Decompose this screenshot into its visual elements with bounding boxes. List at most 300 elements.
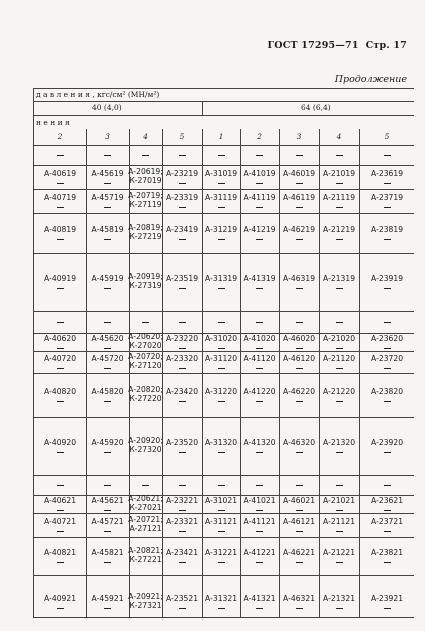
dash-mark xyxy=(256,207,263,208)
table-cell xyxy=(129,145,162,165)
dash-mark xyxy=(57,401,64,402)
dash-mark xyxy=(336,348,343,349)
standard-number: ГОСТ 17295—71 xyxy=(267,40,359,51)
cell-code: К-27220 xyxy=(129,394,162,403)
table-cell xyxy=(162,537,202,575)
cell-code: К-27320 xyxy=(129,445,162,454)
table-cell xyxy=(240,475,279,495)
table-cell xyxy=(129,513,162,537)
dash-mark xyxy=(179,562,186,563)
header-pressure-40: 40 (4,0) xyxy=(92,103,122,112)
table-row xyxy=(34,165,414,190)
table-cell xyxy=(319,311,359,333)
table-cell xyxy=(319,189,359,213)
cell-code: А-31121 xyxy=(204,517,238,527)
dash-mark xyxy=(384,531,391,532)
dash-mark xyxy=(218,452,225,453)
dash-mark xyxy=(296,207,303,208)
header-pressure: д а в л е н и я , кгс/см² (МН/м²) xyxy=(36,90,160,99)
dash-mark xyxy=(384,207,391,208)
dash-mark xyxy=(336,322,343,323)
dash-mark xyxy=(104,155,111,156)
table-cell xyxy=(162,513,202,537)
column-number: 5 xyxy=(384,132,390,141)
cell-code: А-31221 xyxy=(204,548,238,558)
cell-code: А-45720 xyxy=(91,354,124,364)
header-row-values xyxy=(34,101,414,116)
cell-code: А-31319 xyxy=(204,274,238,284)
dash-mark xyxy=(256,510,263,511)
cell-code: А-31021 xyxy=(204,496,238,506)
table-cell xyxy=(129,537,162,575)
cell-code: А-45819 xyxy=(91,225,124,235)
dash-mark xyxy=(57,207,64,208)
table-cell xyxy=(162,575,202,629)
header-standard xyxy=(268,40,408,51)
table-cell xyxy=(162,165,202,189)
dash-mark xyxy=(218,322,225,323)
cell-code: А-20821; xyxy=(128,546,163,556)
table-row xyxy=(34,537,414,576)
cell-code: К-27221 xyxy=(129,555,162,564)
column-number: 3 xyxy=(296,132,302,141)
table-cell xyxy=(129,417,162,475)
cell-code: А-27121 xyxy=(129,524,162,533)
table-cell xyxy=(279,575,319,629)
dash-mark xyxy=(142,485,149,486)
cell-code: А-41319 xyxy=(243,274,276,284)
header-pressure-64: 64 (6,4) xyxy=(301,103,331,112)
cell-code: К-27319 xyxy=(129,281,162,290)
cell-code: А-23821 xyxy=(370,548,404,558)
table-cell xyxy=(86,351,129,373)
dash-mark xyxy=(218,207,225,208)
table-cell xyxy=(129,575,162,629)
cell-code: А-23820 xyxy=(370,387,404,397)
dash-mark xyxy=(336,452,343,453)
cell-code: А-41220 xyxy=(243,387,276,397)
cell-code: А-21021 xyxy=(322,496,356,506)
dash-mark xyxy=(104,288,111,289)
table-cell xyxy=(86,165,129,189)
cell-code: А-41019 xyxy=(243,169,276,179)
dash-mark xyxy=(336,155,343,156)
table-cell xyxy=(240,333,279,351)
table-row xyxy=(34,351,414,374)
table-cell xyxy=(86,537,129,575)
column-number-row xyxy=(34,129,414,146)
dash-mark xyxy=(104,239,111,240)
cell-code: А-23619 xyxy=(370,169,404,179)
table-cell xyxy=(279,351,319,373)
cell-code: А-23920 xyxy=(370,438,404,448)
table-cell xyxy=(240,373,279,417)
table-row xyxy=(34,253,414,312)
cell-code: А-40719 xyxy=(43,193,77,203)
cell-code: А-41221 xyxy=(243,548,276,558)
table-cell xyxy=(86,495,129,513)
cell-code: А-46220 xyxy=(282,387,316,397)
table-cell xyxy=(359,311,415,333)
dash-mark xyxy=(179,183,186,184)
dash-mark xyxy=(384,452,391,453)
table-cell xyxy=(319,575,359,629)
dash-mark xyxy=(256,401,263,402)
cell-code: А-23520 xyxy=(165,438,199,448)
table-cell xyxy=(202,145,240,165)
cell-code: А-20920; xyxy=(128,436,163,446)
cell-code: А-21319 xyxy=(322,274,356,284)
cell-code: А-40720 xyxy=(43,354,77,364)
dash-mark xyxy=(384,368,391,369)
table-cell xyxy=(319,475,359,495)
table-cell xyxy=(202,373,240,417)
cell-code: К-27019 xyxy=(129,176,162,185)
dash-mark xyxy=(336,183,343,184)
cell-code: А-46319 xyxy=(282,274,316,284)
dash-mark xyxy=(336,510,343,511)
dash-mark xyxy=(296,608,303,609)
table-cell xyxy=(240,575,279,629)
dash-mark xyxy=(256,322,263,323)
dash-mark xyxy=(336,562,343,563)
cell-code: А-46119 xyxy=(282,193,316,203)
table-cell xyxy=(240,513,279,537)
table-row xyxy=(34,333,414,352)
dash-mark xyxy=(296,531,303,532)
dash-mark xyxy=(218,348,225,349)
table-cell xyxy=(202,475,240,495)
table-row xyxy=(34,373,414,418)
table-cell xyxy=(240,213,279,253)
cell-code: А-45921 xyxy=(91,594,124,604)
table-cell xyxy=(279,189,319,213)
dash-mark xyxy=(384,348,391,349)
cell-code: А-40619 xyxy=(43,169,77,179)
table-cell xyxy=(240,145,279,165)
table-cell xyxy=(162,475,202,495)
dash-mark xyxy=(104,401,111,402)
table-cell xyxy=(34,417,86,475)
cell-code: А-31019 xyxy=(204,169,238,179)
table-cell xyxy=(359,145,415,165)
table-cell xyxy=(279,145,319,165)
table-cell xyxy=(86,213,129,253)
dash-mark xyxy=(57,239,64,240)
dash-mark xyxy=(336,531,343,532)
cell-code: А-40620 xyxy=(43,334,77,344)
dash-mark xyxy=(179,155,186,156)
dash-mark xyxy=(218,368,225,369)
dash-mark xyxy=(384,562,391,563)
cell-code: А-46219 xyxy=(282,225,316,235)
dash-mark xyxy=(296,368,303,369)
cell-code: А-45821 xyxy=(91,548,124,558)
table-cell xyxy=(279,165,319,189)
table-cell xyxy=(279,253,319,311)
table-cell xyxy=(240,253,279,311)
cell-code: К-27021 xyxy=(129,503,162,512)
dash-mark xyxy=(256,562,263,563)
cell-code: А-40819 xyxy=(43,225,77,235)
table-cell xyxy=(240,165,279,189)
dash-mark xyxy=(57,531,64,532)
dash-mark xyxy=(57,608,64,609)
cell-code: А-23321 xyxy=(165,517,199,527)
table-cell xyxy=(319,537,359,575)
dash-mark xyxy=(296,348,303,349)
dash-mark xyxy=(296,562,303,563)
table-cell xyxy=(129,333,162,351)
dash-mark xyxy=(336,485,343,486)
dash-mark xyxy=(57,485,64,486)
cell-code: А-23719 xyxy=(370,193,404,203)
table-cell xyxy=(359,333,415,351)
dash-mark xyxy=(142,322,149,323)
dash-mark xyxy=(218,531,225,532)
table-cell xyxy=(202,213,240,253)
cell-code: А-40820 xyxy=(43,387,77,397)
table-row xyxy=(34,495,414,514)
cell-code: А-45820 xyxy=(91,387,124,397)
cell-code: А-41120 xyxy=(243,354,276,364)
table-cell xyxy=(129,311,162,333)
dash-mark xyxy=(256,239,263,240)
dash-mark xyxy=(179,510,186,511)
dash-mark xyxy=(104,183,111,184)
table-cell xyxy=(162,333,202,351)
dash-mark xyxy=(296,239,303,240)
table-cell xyxy=(34,513,86,537)
dash-mark xyxy=(179,452,186,453)
cell-code: К-27219 xyxy=(129,232,162,241)
dash-mark xyxy=(218,485,225,486)
table-row xyxy=(34,475,414,496)
table-cell xyxy=(129,495,162,513)
cell-code: А-23620 xyxy=(370,334,404,344)
cell-code: К-27321 xyxy=(129,601,162,610)
dash-mark xyxy=(57,452,64,453)
table-cell xyxy=(86,417,129,475)
table-cell xyxy=(279,417,319,475)
table-cell xyxy=(202,333,240,351)
dash-mark xyxy=(384,401,391,402)
cell-code: А-41119 xyxy=(243,193,276,203)
table-cell xyxy=(359,373,415,417)
dash-mark xyxy=(218,562,225,563)
dash-mark xyxy=(218,608,225,609)
cell-code: А-21019 xyxy=(322,169,356,179)
dash-mark xyxy=(296,322,303,323)
dash-mark xyxy=(256,485,263,486)
table-cell xyxy=(86,253,129,311)
table-cell xyxy=(359,213,415,253)
column-number: 2 xyxy=(57,132,63,141)
cell-code: А-20620; xyxy=(128,332,163,342)
table-cell xyxy=(319,513,359,537)
table-cell xyxy=(319,417,359,475)
table-cell xyxy=(359,351,415,373)
table-cell xyxy=(162,417,202,475)
table-cell xyxy=(86,311,129,333)
cell-code: А-46021 xyxy=(282,496,316,506)
cell-code: А-20921; xyxy=(128,592,163,602)
table-cell xyxy=(202,351,240,373)
cell-code: А-23621 xyxy=(370,496,404,506)
dash-mark xyxy=(179,485,186,486)
dash-mark xyxy=(179,531,186,532)
table-cell xyxy=(129,475,162,495)
dash-mark xyxy=(57,183,64,184)
cell-code: А-21121 xyxy=(322,517,356,527)
table-cell xyxy=(279,513,319,537)
cell-code: А-20919; xyxy=(128,272,163,282)
dash-mark xyxy=(179,401,186,402)
dash-mark xyxy=(296,288,303,289)
continuation-label: Продолжение xyxy=(334,74,407,85)
table-cell xyxy=(86,373,129,417)
dash-mark xyxy=(218,239,225,240)
table-cell xyxy=(86,145,129,165)
dash-mark xyxy=(104,510,111,511)
cell-code: А-23720 xyxy=(370,354,404,364)
table-cell xyxy=(279,495,319,513)
table-cell xyxy=(240,351,279,373)
cell-code: А-23319 xyxy=(165,193,199,203)
cell-code: А-45919 xyxy=(91,274,124,284)
table-cell xyxy=(279,311,319,333)
cell-code: А-21220 xyxy=(322,387,356,397)
table-cell xyxy=(279,333,319,351)
dash-mark xyxy=(179,348,186,349)
table-cell xyxy=(34,213,86,253)
table-cell xyxy=(162,145,202,165)
cell-code: А-21119 xyxy=(322,193,356,203)
dash-mark xyxy=(218,183,225,184)
table-cell xyxy=(34,575,86,629)
table-cell xyxy=(34,311,86,333)
dash-mark xyxy=(256,183,263,184)
table-cell xyxy=(319,495,359,513)
table-cell xyxy=(34,189,86,213)
cell-code: К-27020 xyxy=(129,341,162,350)
dash-mark xyxy=(57,510,64,511)
table-cell xyxy=(129,253,162,311)
dash-mark xyxy=(179,239,186,240)
table-row xyxy=(34,189,414,214)
cell-code: А-40621 xyxy=(43,496,77,506)
gost-table xyxy=(33,88,414,618)
dash-mark xyxy=(179,288,186,289)
table-cell xyxy=(359,575,415,629)
dash-mark xyxy=(179,608,186,609)
table-row xyxy=(34,575,414,629)
cell-code: К-27120 xyxy=(129,361,162,370)
dash-mark xyxy=(57,368,64,369)
dash-mark xyxy=(179,207,186,208)
table-cell xyxy=(162,373,202,417)
dash-mark xyxy=(104,322,111,323)
table-cell xyxy=(86,189,129,213)
table-cell xyxy=(202,311,240,333)
cell-code: А-21320 xyxy=(322,438,356,448)
dash-mark xyxy=(336,368,343,369)
table-cell xyxy=(34,373,86,417)
cell-code: А-20719; xyxy=(128,191,163,201)
table-cell xyxy=(319,165,359,189)
table-cell xyxy=(202,253,240,311)
table-cell xyxy=(319,253,359,311)
cell-code: А-41321 xyxy=(243,594,276,604)
cell-code: А-31119 xyxy=(204,193,238,203)
dash-mark xyxy=(57,562,64,563)
table-cell xyxy=(162,311,202,333)
dash-mark xyxy=(104,348,111,349)
cell-code: А-23919 xyxy=(370,274,404,284)
cell-code: А-45621 xyxy=(91,496,124,506)
cell-code: А-21321 xyxy=(322,594,356,604)
table-cell xyxy=(129,351,162,373)
table-row xyxy=(34,417,414,476)
table-cell xyxy=(34,145,86,165)
cell-code: А-23421 xyxy=(165,548,199,558)
dash-mark xyxy=(179,368,186,369)
table-cell xyxy=(162,495,202,513)
cell-code: А-31320 xyxy=(204,438,238,448)
table-cell xyxy=(359,165,415,189)
cell-code: А-20720; xyxy=(128,352,163,362)
table-cell xyxy=(359,513,415,537)
dash-mark xyxy=(296,401,303,402)
table-cell xyxy=(202,575,240,629)
table-cell xyxy=(34,537,86,575)
dash-mark xyxy=(57,155,64,156)
cell-code: А-46120 xyxy=(282,354,316,364)
table-cell xyxy=(34,253,86,311)
dash-mark xyxy=(104,608,111,609)
table-cell xyxy=(34,165,86,189)
dash-mark xyxy=(218,401,225,402)
cell-code: А-45620 xyxy=(91,334,124,344)
dash-mark xyxy=(336,288,343,289)
table-cell xyxy=(162,213,202,253)
column-number: 1 xyxy=(218,132,224,141)
cell-code: А-41320 xyxy=(243,438,276,448)
cell-code: А-45920 xyxy=(91,438,124,448)
cell-code: А-21020 xyxy=(322,334,356,344)
dash-mark xyxy=(256,531,263,532)
cell-code: А-31219 xyxy=(204,225,238,235)
table-cell xyxy=(359,537,415,575)
dash-mark xyxy=(296,452,303,453)
dash-mark xyxy=(336,608,343,609)
table-cell xyxy=(319,145,359,165)
dash-mark xyxy=(179,322,186,323)
table-cell xyxy=(129,373,162,417)
table-cell xyxy=(162,351,202,373)
cell-code: А-31120 xyxy=(204,354,238,364)
column-number: 4 xyxy=(336,132,342,141)
table-cell xyxy=(359,253,415,311)
dash-mark xyxy=(336,207,343,208)
cell-code: А-20819; xyxy=(128,223,163,233)
header-row-naming xyxy=(34,115,414,129)
table-cell xyxy=(359,475,415,495)
cell-code: А-23521 xyxy=(165,594,199,604)
dash-mark xyxy=(218,288,225,289)
dash-mark xyxy=(336,239,343,240)
cell-code: А-31020 xyxy=(204,334,238,344)
